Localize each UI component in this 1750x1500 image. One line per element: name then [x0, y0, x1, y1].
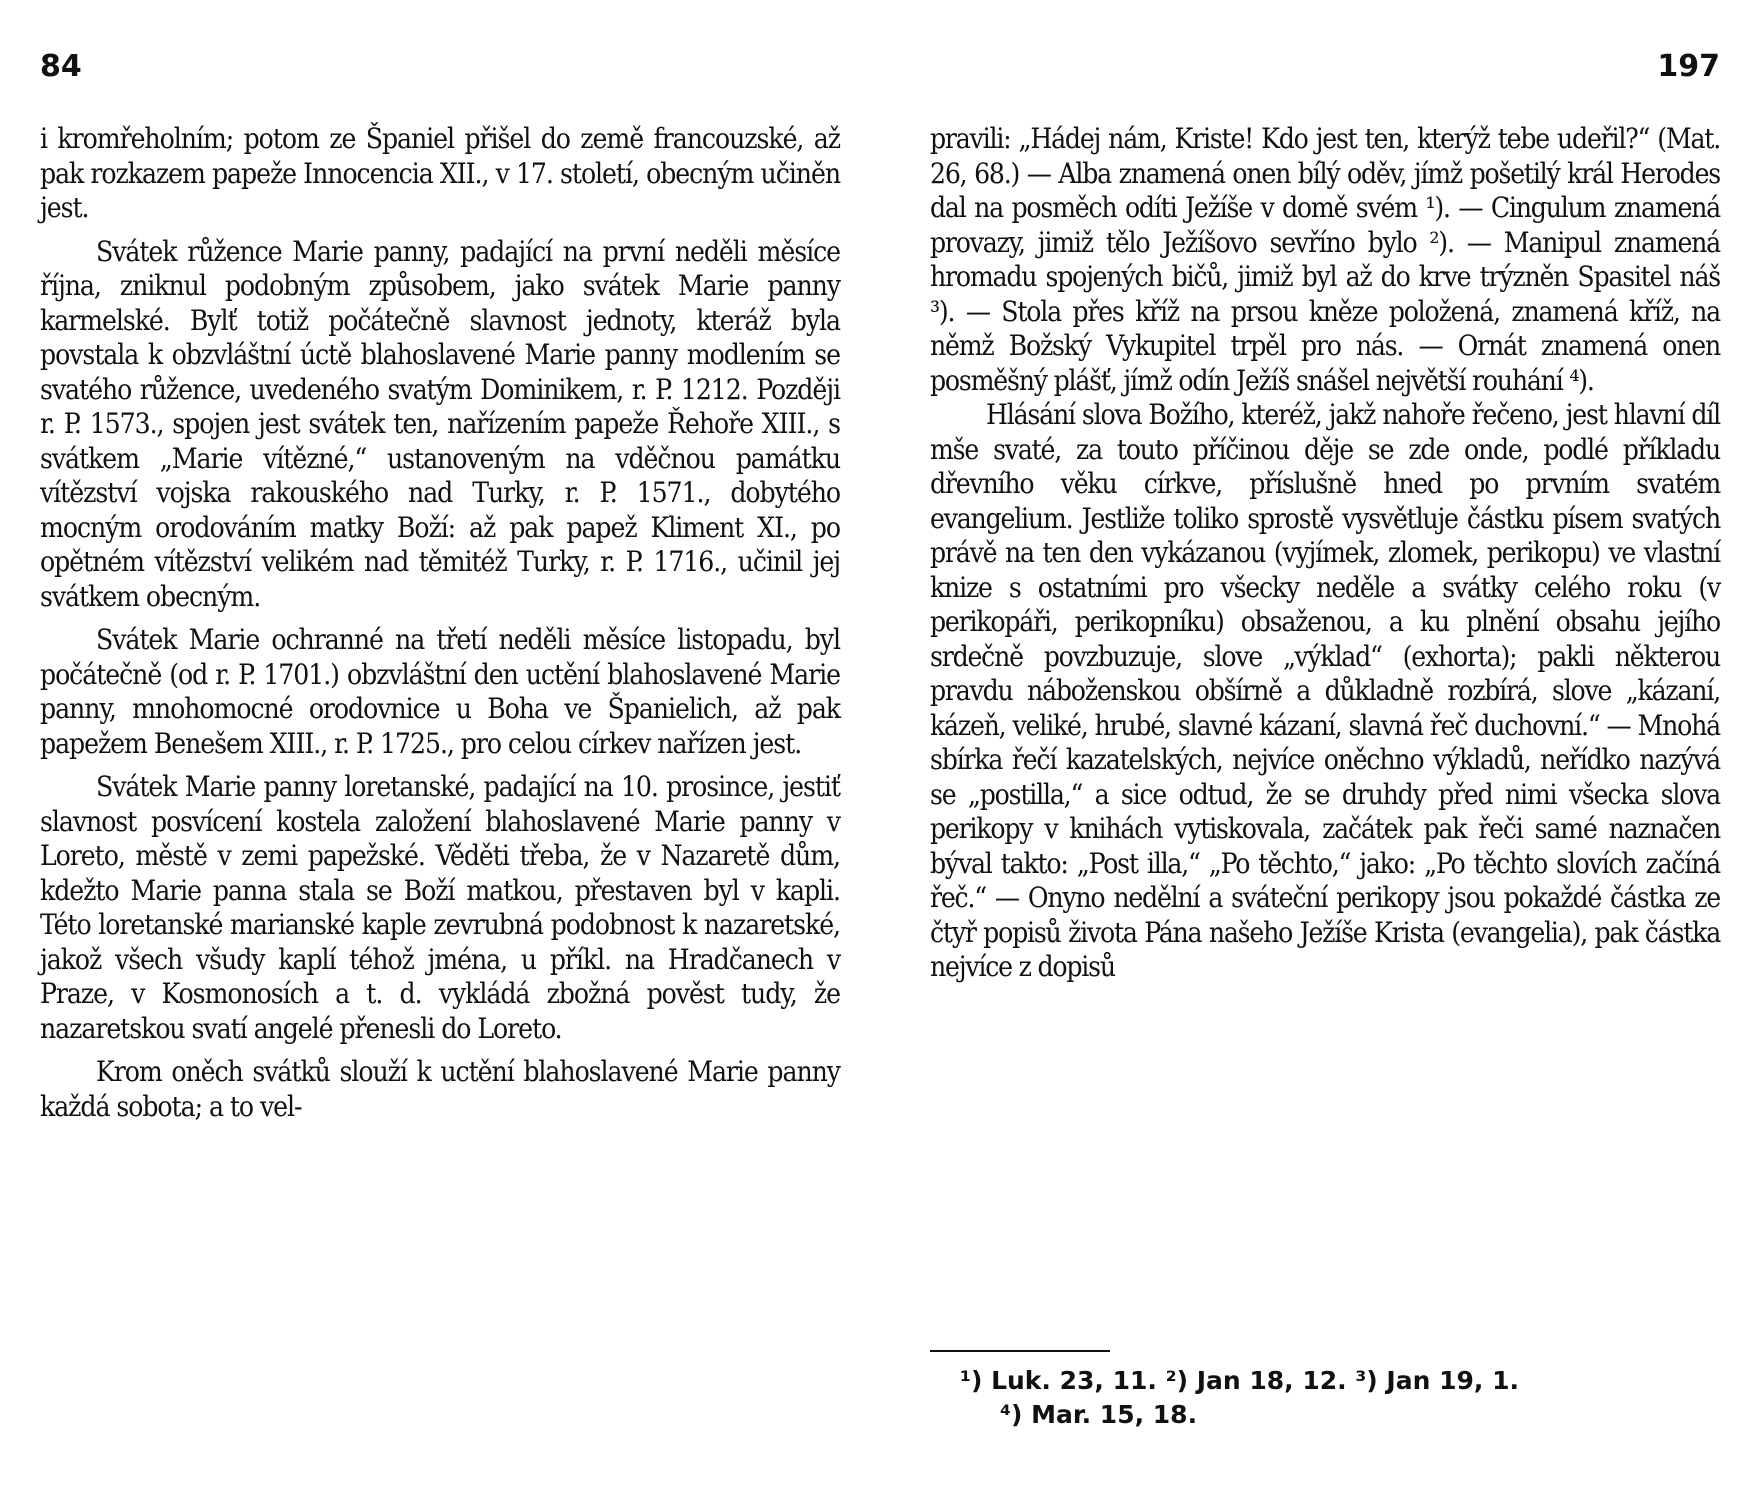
page-body	[930, 122, 1720, 985]
paragraph: Hlásání slova Božího, kteréž, jakž nahoře řečeno, jest hlavní díl mše svaté, za touto příčinou děje se zde onde, podlé příkladu dřevního věku církve, příslušně hned po prvním svatém evangelium. Jestliže toliko sprostě vysvětluje částku písem svatých právě na ten den vykázanou (vyjímek, zlomek, perikopu) ve vlastní knize s ostatními pro všecky neděle a svátky celého roku (v perikopáři, perikopníku) obsaženou, a ku plnění obsahu jejího srdečně povzbuzuje, slove „výklad“ (exhorta); pakli některou pravdu náboženskou obšírně a důkladně rozbírá, slove „kázaní, kázeň, veliké, hrubé, slavné kázaní, slavná řeč duchovní.“ — Mnohá sbírka řečí kazatelských, nejvíce oněchno výkladů, neřídko nazývá se „postilla,“ a sice odtud, že se druhdy před nimi všecka slova perikopy v knihách vytiskovala, začátek pak řeči samé naznačen býval takto: „Post illa,“ „Po těchto,“ jako: „Po těchto slovích začíná řeč.“ — Onyno nedělní a sváteční perikopy jsou pokaždé částka ze čtyř popisů života Pána našeho Ježíše Krista (evangelia), pak částka nejvíce z dopisů	[930, 398, 1720, 983]
paragraph: Krom oněch svátků slouží k uctění blahoslavené Marie panny každá sobota; a to vel-	[40, 1055, 840, 1123]
footnote-line: ⁴) Mar. 15, 18.	[1000, 1400, 1198, 1429]
page-number: 84	[40, 49, 82, 84]
paragraph: i kromřeholním; potom ze Španiel přišel do země francouzské, až pak rozkazem papeže Innocencia XII., v 17. století, obecným učiněn jest.	[40, 122, 840, 224]
paragraph: Svátek růžence Marie panny, padající na první neděli měsíce října, zniknul podobným způsobem, jako svátek Marie panny karmelské. Bylť totiž počátečně slavnost jednoty, kteráž byla povstala k obzvláštní úctě blahoslavené Marie panny modlením se svatého růžence, uvedeného svatým Dominikem, r. P. 1212. Později r. P. 1573., spojen jest svátek ten, nařízením papeže Řehoře XIII., s svátkem „Marie vítězné,“ ustanoveným na vděčnou památku vítězství vojska rakouského nad Turky, r. P. 1571., dobytého mocným orodováním matky Boží: až pak papež Kliment XI., po opětném vítězství velikém nad těmitéž Turky, r. P. 1716., učinil jej svátkem obecným.	[40, 234, 840, 613]
page-number: 197	[1657, 49, 1720, 84]
paragraph: Svátek Marie panny loretanské, padající na 10. prosince, jestiť slavnost posvícení kostela založení blahoslavené Marie panny v Loreto, městě v zemi papežské. Věděti třeba, že v Nazaretě dům, kdežto Marie panna stala se Boží matkou, přestaven byl v kapli. Této loretanské marianské kaple zevrubná podobnost k nazaretské, jakož všech všudy kaplí téhož jména, u příkl. na Hradčanech v Praze, v Kosmonosích a t. d. vykládá zbožná pověst tudy, že nazaretskou svatí angelé přenesli do Loreto.	[40, 770, 840, 1045]
footnotes	[960, 1364, 1700, 1432]
paragraph: Svátek Marie ochranné na třetí neděli měsíce listopadu, byl počátečně (od r. P. 1701.) obzvláštní den uctění blahoslavené Marie panny, mnohomocné orodovnice u Boha ve Španielich, až pak papežem Benešem XIII., r. P. 1725., pro celou církev nařízen jest.	[40, 623, 840, 760]
footnote-line: ¹) Luk. 23, 11. ²) Jan 18, 12. ³) Jan 19, 1.	[960, 1366, 1519, 1395]
footnote-divider	[930, 1350, 1110, 1352]
paragraph: pravili: „Hádej nám, Kriste! Kdo jest ten, kterýž tebe udeřil?“ (Mat. 26, 68.) — Alba znamená onen bílý oděv, jímž pošetilý král Herodes dal na posměch odíti Ježíše v domě svém ¹). — Cingulum znamená provazy, jimiž tělo Ježíšovo sevříno bylo ²). — Manipul znamená hromadu spojených bičů, jimiž byl až do krve trýzněn Spasitel náš ³). — Stola přes kříž na prsou kněze položená, znamená kříž, na němž Božský Vykupitel trpěl pro nás. — Ornát znamená onen posměšný plášť, jímž odín Ježíš snášel největší rouhání ⁴).	[930, 122, 1720, 397]
page-body	[40, 122, 840, 1124]
